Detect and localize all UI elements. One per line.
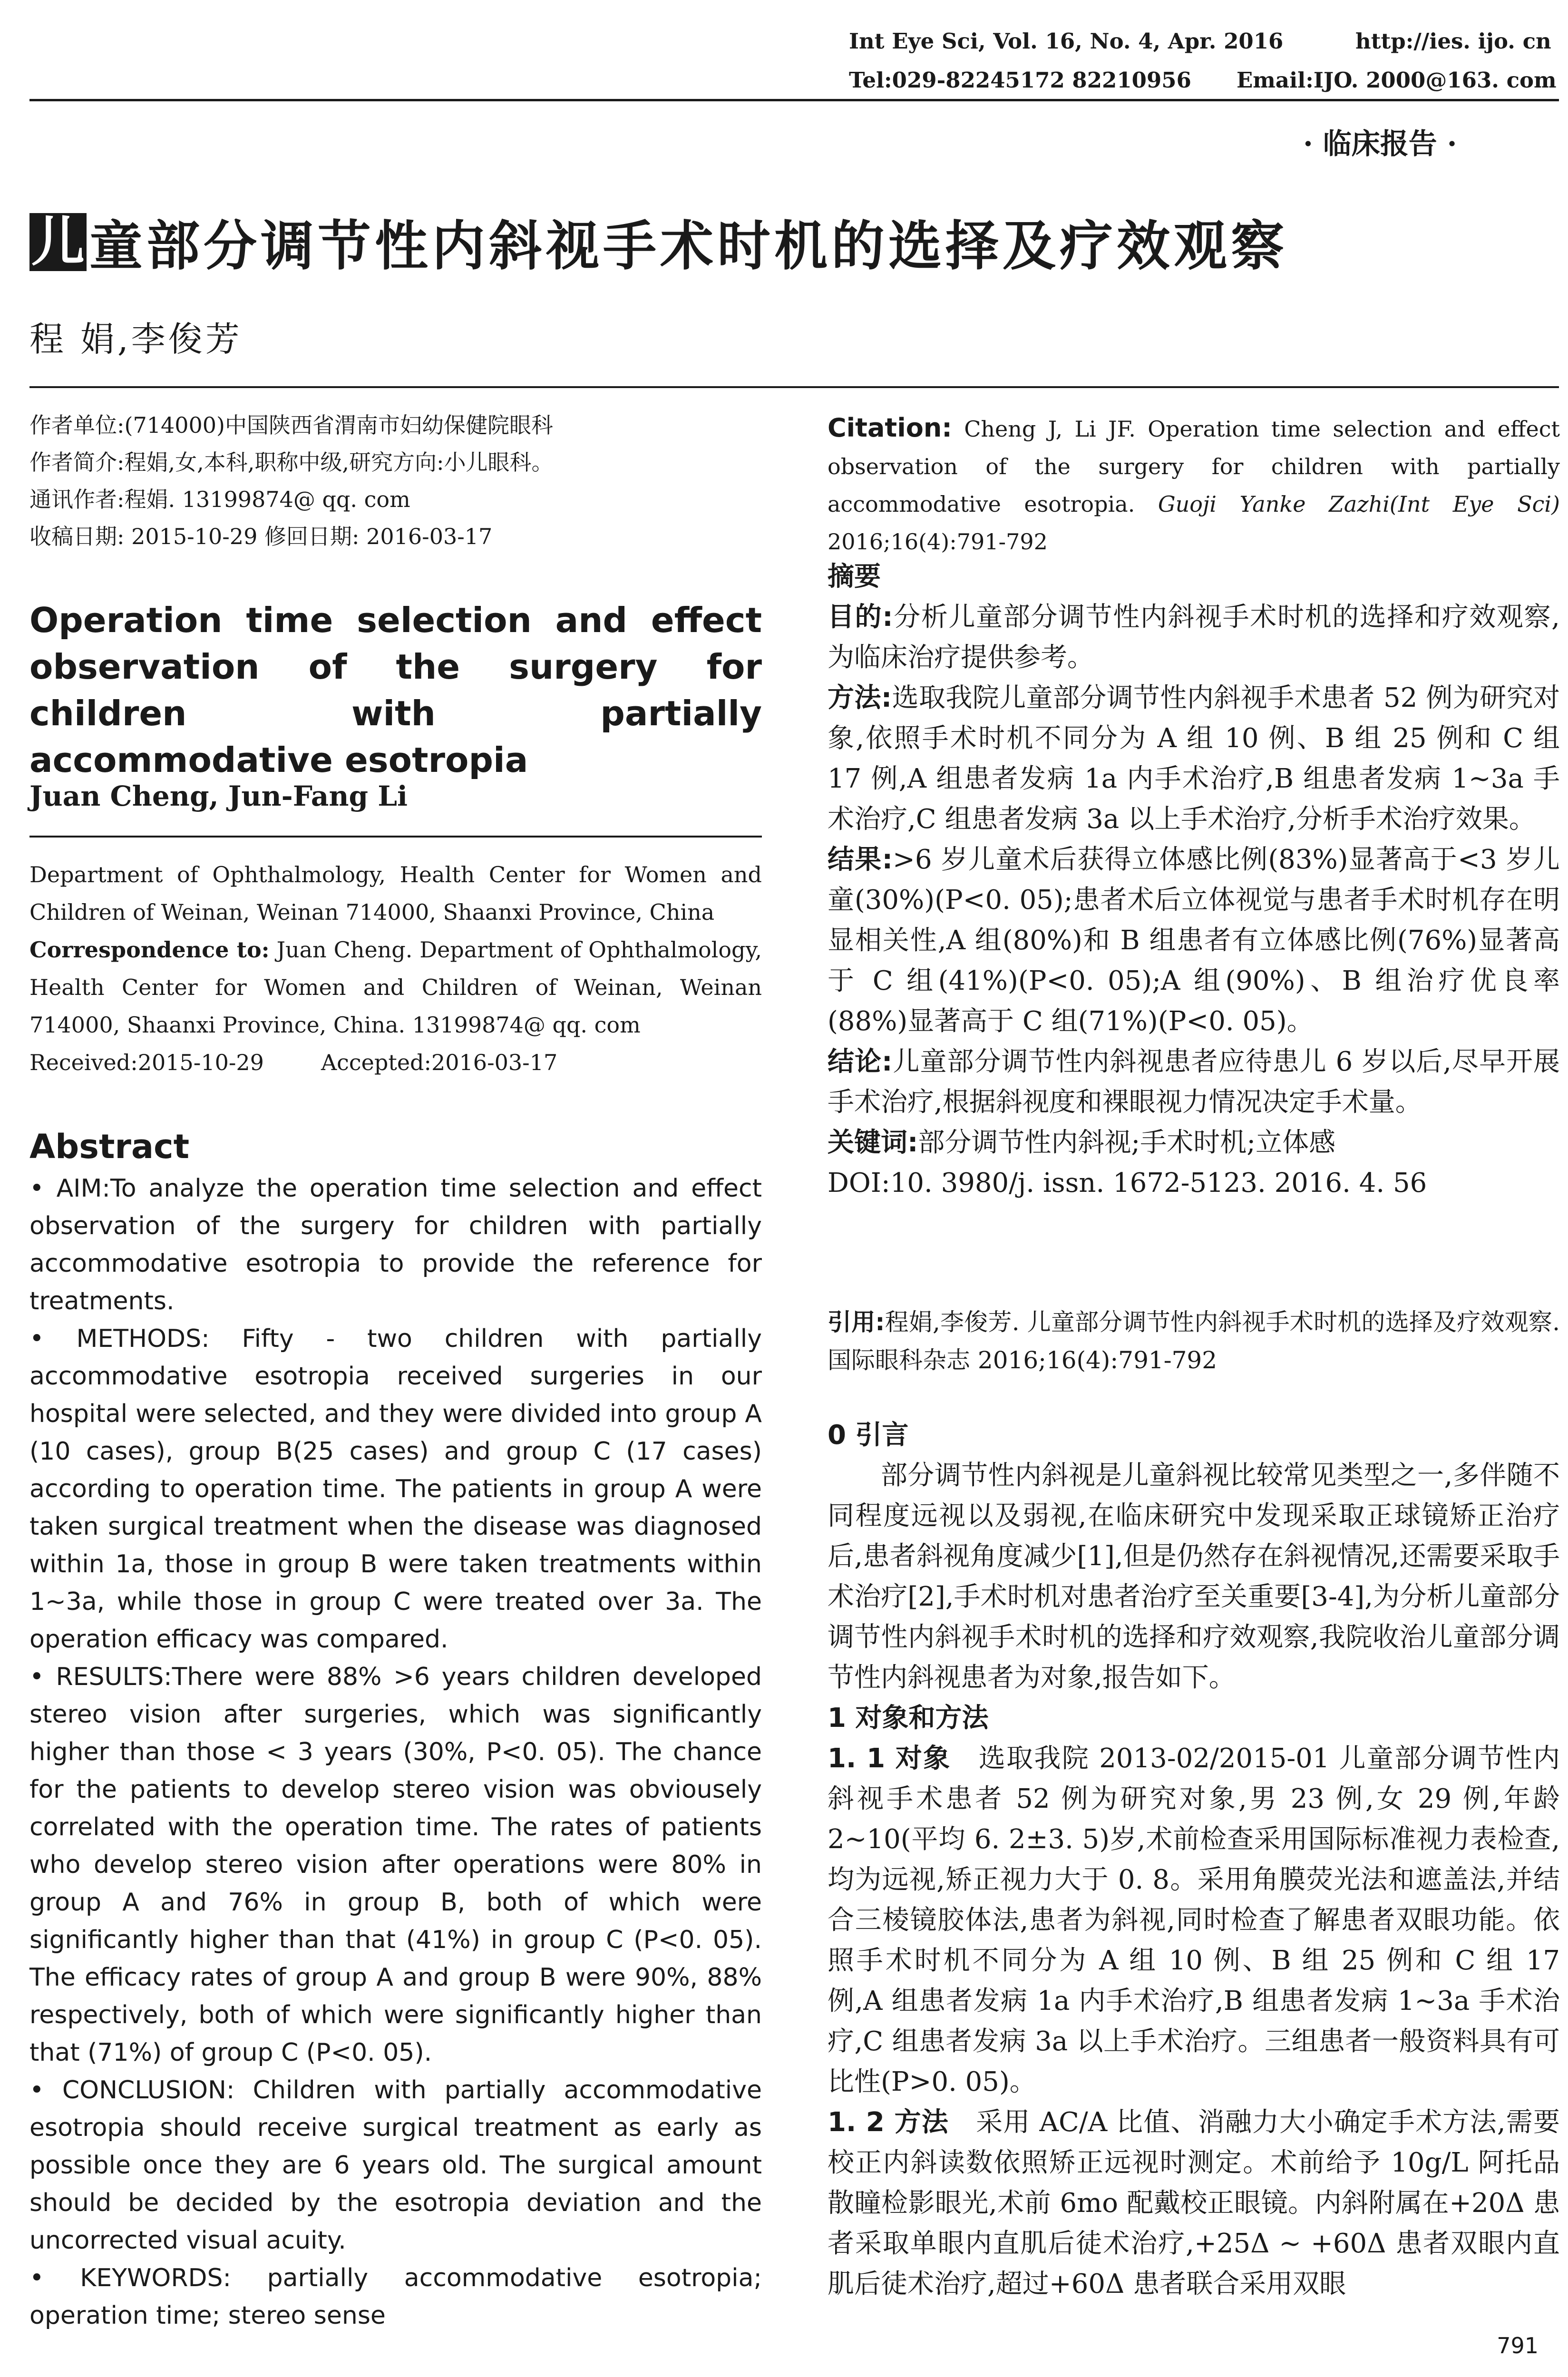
journal-tel: Tel:029-82245172 82210956 (849, 68, 1191, 93)
citation (828, 409, 1560, 561)
section-1-1 (828, 1738, 1560, 2102)
journal-url: http://ies. ijo. cn (1355, 29, 1551, 54)
keywords-text: 部分调节性内斜视;手术时机;立体感 (918, 1127, 1336, 1158)
jielun-text: 儿童部分调节性内斜视患者应待患儿 6 岁以后,尽早开展手术治疗,根据斜视度和裸眼视力情况决定手术量。 (828, 1046, 1560, 1118)
info-line: 作者简介:程娟,女,本科,职称中级,研究方向:小儿眼科。 (29, 449, 554, 475)
body-text (828, 1415, 1560, 2304)
yinyong-label: 引用: (828, 1308, 885, 1336)
fangfa-label: 方法: (828, 682, 892, 713)
keywords-label: 关键词: (828, 1127, 918, 1158)
zhaiyao-heading: 摘要 (828, 561, 881, 592)
affiliation-dept: Department of Ophthalmology, Health Center for Women and Children of Weinan, Weinan 714000, Shaanxi Province, China (29, 862, 762, 925)
author-info-cn (29, 407, 762, 555)
yinyong-text: 程娟,李俊芳. 儿童部分调节性内斜视手术时机的选择及疗效观察. 国际眼科杂志 2016;16(4):791-792 (828, 1308, 1560, 1374)
intro-heading: 0 引言 (828, 1420, 909, 1451)
zhaiyao-fangfa (828, 678, 1560, 839)
mudi-label: 目的: (828, 602, 893, 633)
zhaiyao-mudi (828, 597, 1560, 678)
abstract-body (29, 1170, 762, 2335)
abstract-methods: • METHODS: Fifty - two children with partially accommodative esotropia received surgeries in our hospital were selected, and they were divided into group A (10 cases), group B(25 cases) and group C (17 cases) according to operation time. The patients in group A were taken surgical treatment when the disease was diagnosed within 1a, those in group B were taken treatments within 1~3a, while those in group C were treated over 3a. The operation efficacy was compared. (29, 1325, 762, 1654)
correspondence-label: Correspondence to: (29, 937, 270, 963)
dates-line (29, 1044, 762, 1081)
zhaiyao-jielun (828, 1042, 1560, 1122)
abstract-heading: Abstract (29, 1127, 190, 1166)
english-authors: Juan Cheng, Jun-Fang Li (29, 780, 408, 812)
chinese-abstract (828, 556, 1560, 1203)
abstract-aim: • AIM:To analyze the operation time selection and effect observation of the surgery for children with partially accommodative esotropia to provide the reference for treatments. (29, 1174, 762, 1315)
citation-tail: 2016;16(4):791-792 (828, 529, 1048, 555)
citation-journal: Guoji Yanke Zazhi(Int Eye Sci) (1158, 491, 1560, 517)
fangfa-text: 选取我院儿童部分调节性内斜视手术患者 52 例为研究对象,依照手术时机不同分为 A 组 10 例、B 组 25 例和 C 组 17 例,A 组患者发病 1a 内手术治疗,B 组患者发病 1~3a 手术治疗,C 组患者发病 3a 以上手术治疗,分析手术治疗效果。 (828, 682, 1560, 835)
section-1-1-label: 1. 1 对象 (828, 1743, 951, 1774)
title-text: 童部分调节性内斜视手术时机的选择及疗效观察 (89, 215, 1288, 277)
zhaiyao-keywords (828, 1122, 1560, 1163)
citation-label: Citation: (828, 413, 952, 443)
zhaiyao-jieguo (828, 839, 1560, 1042)
received-date: Received:2015-10-29 (29, 1050, 264, 1075)
paper-title (29, 204, 1288, 280)
authors-cn: 程 娟,李俊芳 (29, 319, 243, 359)
section-label: · 临床报告 · (1303, 127, 1457, 161)
abstract-results: • RESULTS:There were 88% >6 years children developed stereo vision after surgeries, which was significantly higher than those < 3 years (30%, P<0. 05). The chance for the patients to develop stereo vision was obviousely correlated with the operation time. The rates of patients who develop stereo vision after operations were 80% in group A and 76% in group B, both of which were significantly higher than that (41%) in group C (P<0. 05). The efficacy rates of group A and group B were 90%, 88% respectively, both of which were significantly higher than that (71%) of group C (P<0. 05). (29, 1663, 762, 2067)
jieguo-label: 结果: (828, 844, 893, 875)
abstract-conclusion: • CONCLUSION: Children with partially accommodative esotropia should receive surgical treatment as early as possible once they are 6 years old. The surgical amount should be decided by the esotropia deviation and the uncorrected visual acuity. (29, 2076, 762, 2255)
info-line: 作者单位:(714000)中国陕西省渭南市妇幼保健院眼科 (29, 412, 553, 438)
section-1-2-label: 1. 2 方法 (828, 2107, 949, 2138)
accepted-date: Accepted:2016-03-17 (321, 1050, 558, 1075)
journal-email: Email:IJO. 2000@163. com (1237, 68, 1557, 93)
header-rule (29, 99, 1559, 101)
intro-paragraph: 部分调节性内斜视是儿童斜视比较常见类型之一,多伴随不同程度远视以及弱视,在临床研究中发现采取正球镜矫正治疗后,患者斜视角度减少[1],但是仍然存在斜视情况,还需要采取手术治疗[2],手术时机对患者治疗至关重要[3-4],为分析儿童部分调节性内斜视手术时机的选择和疗效观察,我院收治儿童部分调节性内斜视患者为对象,报告如下。 (828, 1460, 1560, 1693)
jieguo-text: >6 岁儿童术后获得立体感比例(83%)显著高于<3 岁儿童(30%)(P<0. 05);患者术后立体视觉与患者手术时机存在明显相关性,A 组(80%)和 B 组患者有立体感比例(76%)显著高于 C 组(41%)(P<0. 05);A 组(90%)、B 组治疗优良率(88%)显著高于 C 组(71%)(P<0. 05)。 (828, 844, 1560, 1037)
authors-rule (29, 836, 762, 838)
info-line: 收稿日期: 2015-10-29 修回日期: 2016-03-17 (29, 524, 493, 549)
affiliation-block (29, 856, 762, 1081)
methods-heading: 1 对象和方法 (828, 1703, 989, 1734)
title-dropcap: 儿 (29, 213, 87, 271)
doi: DOI:10. 3980/j. issn. 1672-5123. 2016. 4. 56 (828, 1168, 1427, 1198)
correspondence-text: Juan Cheng. Department of Ophthalmology, Health Center for Women and Children of Weinan, Weinan 714000, Shaanxi Province, China. 13199874@ qq. com (29, 937, 762, 1038)
abstract-keywords: • KEYWORDS: partially accommodative esotropia; operation time; stereo sense (29, 2264, 762, 2330)
journal-info: Int Eye Sci, Vol. 16, No. 4, Apr. 2016 (849, 29, 1284, 54)
section-1-1-text: 选取我院 2013-02/2015-01 儿童部分调节性内斜视手术患者 52 例为研究对象,男 23 例,女 29 例,年龄 2~10(平均 6. 2±3. 5)岁,术前检查采用国际标准视力表检查,均为远视,矫正视力大于 0. 8。采用角膜荧光法和遮盖法,并结合三棱镜胶体法,患者为斜视,同时检查了解患者双眼功能。依照手术时机不同分为 A 组 10 例、B 组 25 例和 C 组 17 例,A 组患者发病 1a 内手术治疗,B 组患者发病 1~3a 手术治疗,C 组患者发病 3a 以上手术治疗。三组患者一般资料具有可比性(P>0. 05)。 (828, 1743, 1560, 2097)
page-number: 791 (1497, 2333, 1539, 2358)
section-1-2 (828, 2102, 1560, 2304)
correspondence (29, 931, 762, 1044)
info-line: 通讯作者:程娟. 13199874@ qq. com (29, 487, 410, 512)
jielun-label: 结论: (828, 1046, 893, 1077)
mudi-text: 分析儿童部分调节性内斜视手术时机的选择和疗效观察,为临床治疗提供参考。 (828, 602, 1560, 673)
yinyong (828, 1303, 1560, 1379)
citation-text: Cheng J, Li JF. Operation time selection and effect observation of the surgery for children with partially accommodative esotropia. (828, 416, 1560, 517)
english-title: Operation time selection and effect observation of the surgery for children with partially accommodative esotropia (29, 600, 762, 780)
section-1-2-text: 采用 AC/A 比值、消融力大小确定手术方法,需要校正内斜读数依照矫正远视时测定。术前给予 10g/L 阿托品散瞳检影眼光,术前 6mo 配戴校正眼镜。内斜附属在+20Δ 患者采取单眼内直肌后徒术治疗,+25Δ ~ +60Δ 患者双眼内直肌后徒术治疗,超过+60Δ 患者联合采用双眼 (828, 2107, 1560, 2299)
title-rule (29, 386, 1559, 388)
